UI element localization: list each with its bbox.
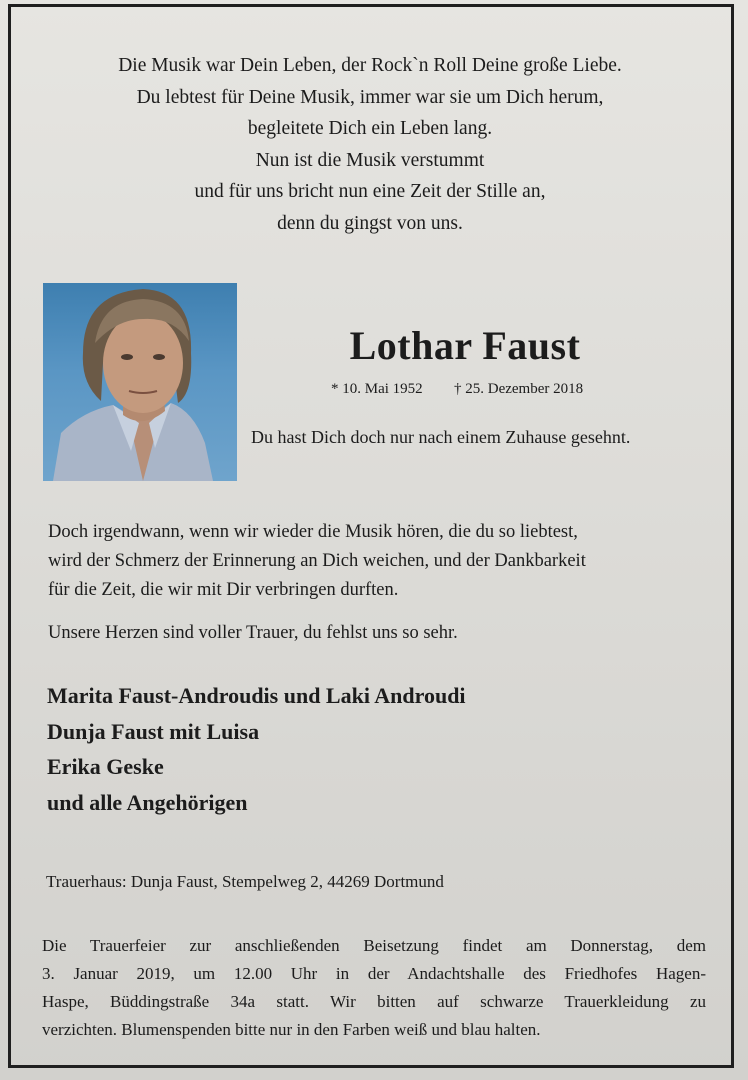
mourner: Erika Geske bbox=[47, 754, 164, 779]
poem bbox=[20, 50, 720, 239]
mourning-house-address: Trauerhaus: Dunja Faust, Stempelweg 2, 44269 Dortmund bbox=[46, 872, 444, 891]
death-date: † 25. Dezember 2018 bbox=[454, 381, 584, 397]
paragraph-line: Unsere Herzen sind voller Trauer, du fehlst uns so sehr. bbox=[48, 623, 458, 643]
paragraph-line: wird der Schmerz der Erinnerung an Dich weichen, und der Dankbarkeit bbox=[48, 551, 586, 571]
poem-line: Die Musik war Dein Leben, der Rock`n Roll Deine große Liebe. bbox=[118, 55, 622, 76]
poem-line: Nun ist die Musik verstummt bbox=[255, 149, 485, 171]
service-line: Haspe, Büddingstraße 34a statt. Wir bitten auf schwarze Trauerkleidung zu bbox=[42, 992, 706, 1011]
mourners-list bbox=[47, 678, 707, 820]
service-line: 3. Januar 2019, um 12.00 Uhr in der Andachtshalle des Friedhofes Hagen- bbox=[42, 964, 706, 983]
poem-line: begleitete Dich ein Leben lang. bbox=[247, 118, 493, 139]
funeral-service-info bbox=[42, 932, 706, 1044]
paragraph-line: Doch irgendwann, wenn wir wieder die Musik hören, die du so liebtest, bbox=[48, 522, 578, 542]
birth-date: * 10. Mai 1952 bbox=[331, 381, 423, 397]
quote: Du hast Dich doch nur nach einem Zuhause gesehnt. bbox=[251, 427, 631, 447]
paragraph-remembrance bbox=[48, 518, 708, 605]
service-line: verzichten. Blumenspenden bitte nur in den Farben weiß und blau halten. bbox=[42, 1020, 541, 1039]
poem-line: denn du gingst von uns. bbox=[277, 212, 463, 234]
mourner: Marita Faust-Androudis und Laki Androudi bbox=[47, 683, 466, 708]
poem-line: Du lebtest für Deine Musik, immer war sie um Dich herum, bbox=[136, 86, 604, 108]
portrait-photo bbox=[43, 283, 237, 481]
mourner: Dunja Faust mit Luisa bbox=[47, 718, 260, 744]
paragraph-grief bbox=[48, 619, 708, 648]
service-line: Die Trauerfeier zur anschließenden Beisetzung findet am Donnerstag, dem bbox=[42, 936, 706, 955]
paragraph-line: für die Zeit, die wir mit Dir verbringen durften. bbox=[48, 580, 399, 600]
mourner: und alle Angehörigen bbox=[47, 789, 248, 815]
poem-line: und für uns bricht nun eine Zeit der Stille an, bbox=[194, 181, 546, 202]
deceased-name: Lothar Faust bbox=[349, 323, 581, 368]
